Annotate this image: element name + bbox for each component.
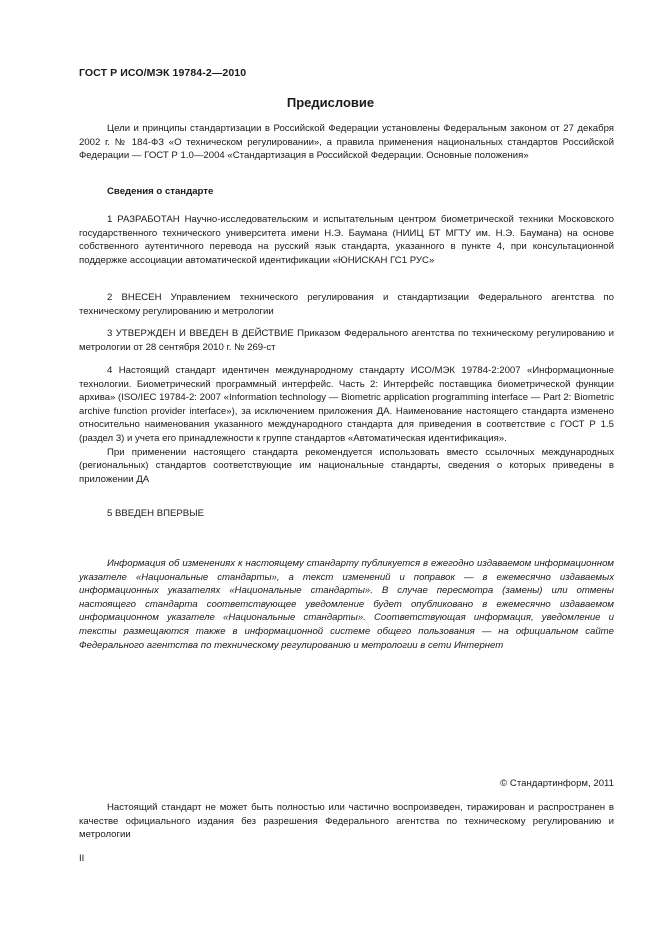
item-3	[79, 327, 614, 354]
item-5	[79, 507, 614, 521]
item-1-text: 1 РАЗРАБОТАН Научно-исследовательским и испытательным центром биометрической техники Московского государственного технического университета имени Н.Э. Баумана (НИИЦ БТ МГТУ им. Н.Э. Баумана) на основе собственного аутентичного перевода на русский язык стандарта, указанного в пункте 4, при консультационной поддержке ассоциации автоматической идентификации «ЮНИСКАН ГС1 РУС»	[79, 214, 614, 266]
reproduction-notice	[79, 801, 614, 842]
item-4-application-note: При применении настоящего стандарта рекомендуется использовать вместо ссылочных международных (региональных) стандартов соответствующие им национальные стандарты, сведения о которых приведены в приложении ДА	[79, 446, 614, 485]
item-2	[79, 291, 614, 318]
page-title: Предисловие	[286, 95, 375, 110]
item-3-text: 3 УТВЕРЖДЕН И ВВЕДЕН В ДЕЙСТВИЕ Приказом Федерального агентства по техническому регулированию и метрологии от 28 сентября 2010 г. № 269-ст	[79, 328, 614, 353]
intro-paragraph	[79, 122, 614, 163]
item-4	[79, 364, 614, 486]
reproduction-notice-text: Настоящий стандарт не может быть полностью или частично воспроизведен, тиражирован и распространен в качестве официального издания без разрешения Федерального агентства по техническому регулированию и метрологии	[79, 802, 614, 841]
item-5-text: 5 ВВЕДЕН ВПЕРВЫЕ	[107, 508, 205, 519]
page-number: II	[79, 853, 85, 864]
standard-code-header: ГОСТ Р ИСО/МЭК 19784-2—2010	[79, 67, 247, 79]
standard-info-heading: Сведения о стандарте	[107, 186, 214, 197]
item-1	[79, 213, 614, 267]
intro-text: Цели и принципы стандартизации в Российской Федерации установлены Федеральным законом от 27 декабря 2002 г. № 184-ФЗ «О техническом регулировании», а правила применения национальных стандартов Российской Федерации — ГОСТ Р 1.0—2004 «Стандартизация в Российской Федерации. Основные положения»	[79, 123, 614, 162]
copyright: © Стандартинформ, 2011	[500, 778, 614, 789]
item-2-text: 2 ВНЕСЕН Управлением технического регулирования и стандартизации Федерального агентства по техническому регулированию и метрологии	[79, 292, 614, 317]
item-4-text: 4 Настоящий стандарт идентичен международному стандарту ИСО/МЭК 19784-2:2007 «Информационные технологии. Биометрический программный интерфейс. Часть 2: Интерфейс поставщика биометрической функции архива» (ISO/IEC 19784-2: 2007 «Information technology — Biometric application programming interface — Part 2: Biometric archive function provider interface»), за исключением приложения ДА. Наименование настоящего стандарта изменено относительно наименования указанного международного стандарта для приведения в соответствие с ГОСТ Р 1.5 (раздел 3) и учета его принадлежности к группе стандартов «Автоматическая идентификация».	[79, 365, 614, 444]
info-notice: Информация об изменениях к настоящему стандарту публикуется в ежегодно издаваемом информационном указателе «Национальные стандарты», а текст изменений и поправок — в ежемесячно издаваемых информационных указателях «Национальные стандарты». В случае пересмотра (замены) или отмены настоящего стандарта соответствующее уведомление будет опубликовано в ежемесячно издаваемом информационном указателе «Национальные стандарты». Соответствующая информация, уведомление и тексты размещаются также в информационной системе общего пользования — на официальном сайте Федерального агентства по техническому регулированию и метрологии в сети Интернет	[79, 558, 614, 651]
